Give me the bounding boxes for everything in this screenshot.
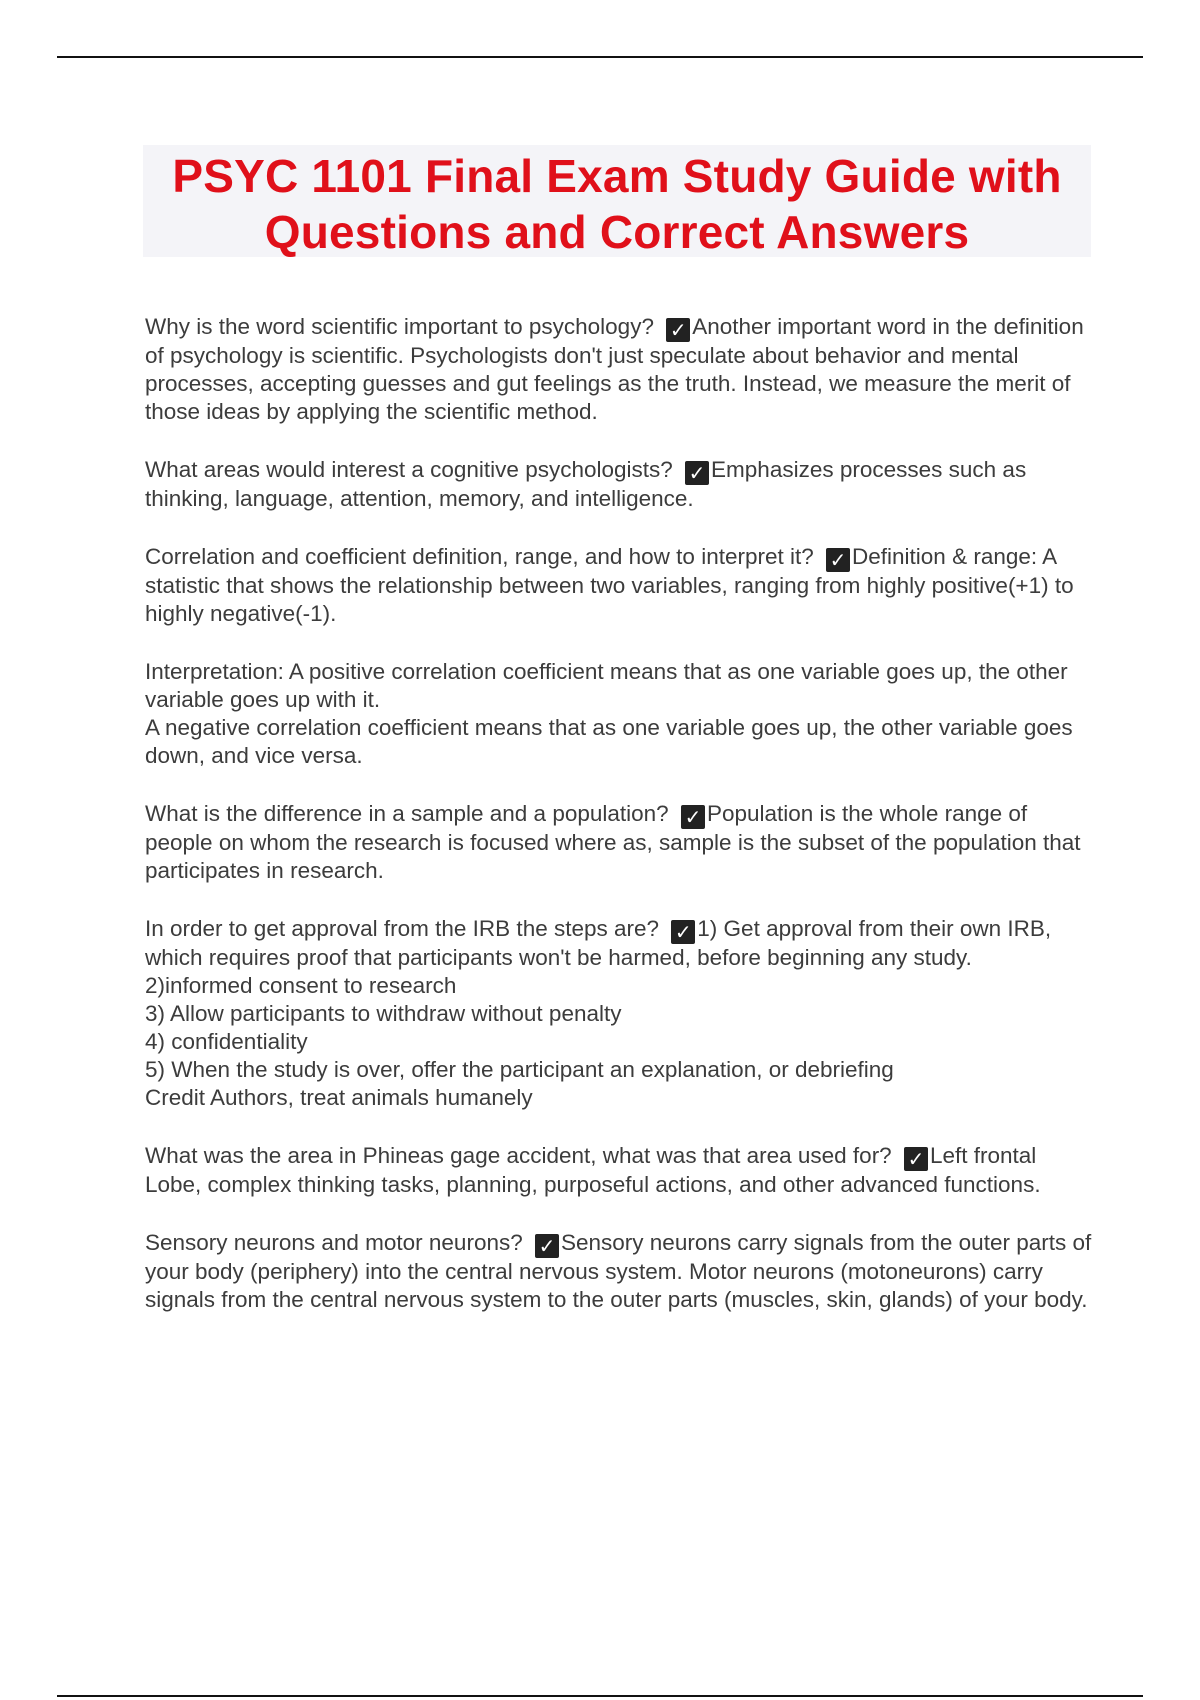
answer-text: Another important word in the definition of psychology is scientific. Psychologists don't just speculate about behavior and mental processes, accepting guesses and gut feelings as the truth. Instead, we measure the merit of those ideas by applying the scientific method. [145,314,1084,424]
qa-answer-continuation [145,658,1095,770]
title-line-1: PSYC 1101 Final Exam Study Guide with [172,150,1062,202]
answer-line: 2)informed consent to research [145,973,457,998]
checkmark-icon: ✓ [681,805,705,829]
answer-text: Sensory neurons carry signals from the outer parts of your body (periphery) into the central nervous system. Motor neurons (motoneurons) carry signals from the central nervous system to the outer parts (muscles, skin, glands) of your body. [145,1230,1092,1312]
page-title [143,145,1091,260]
qa-item [145,543,1095,628]
question-text: Why is the word scientific important to psychology? [145,314,654,339]
answer-line: Interpretation: A positive correlation coefficient means that as one variable goes up, the other variable goes up with it. [145,659,1068,712]
qa-item [145,915,1095,1112]
title-line-2: Questions and Correct Answers [264,206,970,258]
answer-line: Credit Authors, treat animals humanely [145,1085,533,1110]
bottom-rule [57,1695,1143,1697]
top-rule [57,56,1143,58]
answer-line: A negative correlation coefficient means that as one variable goes up, the other variable goes down, and vice versa. [145,715,1073,768]
question-text: What is the difference in a sample and a population? [145,801,669,826]
answer-line: 3) Allow participants to withdraw without penalty [145,1001,622,1026]
question-text: What areas would interest a cognitive psychologists? [145,457,673,482]
answer-text: 1) Get approval from their own IRB, which requires proof that participants won't be harmed, before beginning any study. [145,916,1052,970]
question-text: In order to get approval from the IRB the steps are? [145,916,660,941]
answer-text: Emphasizes processes such as thinking, language, attention, memory, and intelligence. [145,457,1027,511]
qa-item [145,313,1095,426]
answer-text: Left frontal Lobe, complex thinking tasks, planning, purposeful actions, and other advanced functions. [145,1143,1041,1197]
checkmark-icon: ✓ [904,1147,928,1171]
question-text: What was the area in Phineas gage accident, what was that area used for? [145,1143,892,1168]
qa-item [145,1229,1095,1314]
checkmark-icon: ✓ [685,461,709,485]
answer-text: Definition & range: A statistic that shows the relationship between two variables, ranging from highly positive(+1) to highly negative(-1). [145,544,1074,626]
checkmark-icon: ✓ [826,548,850,572]
qa-item [145,456,1095,513]
title-banner [143,145,1091,257]
question-text: Sensory neurons and motor neurons? [145,1230,523,1255]
question-text: Correlation and coefficient definition, range, and how to interpret it? [145,544,814,569]
answer-line: 4) confidentiality [145,1029,308,1054]
answer-line: 5) When the study is over, offer the participant an explanation, or debriefing [145,1057,894,1082]
checkmark-icon: ✓ [671,920,695,944]
qa-content [145,313,1095,1344]
checkmark-icon: ✓ [535,1234,559,1258]
qa-item [145,1142,1095,1199]
answer-text: Population is the whole range of people on whom the research is focused where as, sample is the subset of the population that participates in research. [145,801,1081,883]
checkmark-icon: ✓ [666,318,690,342]
qa-item [145,800,1095,885]
